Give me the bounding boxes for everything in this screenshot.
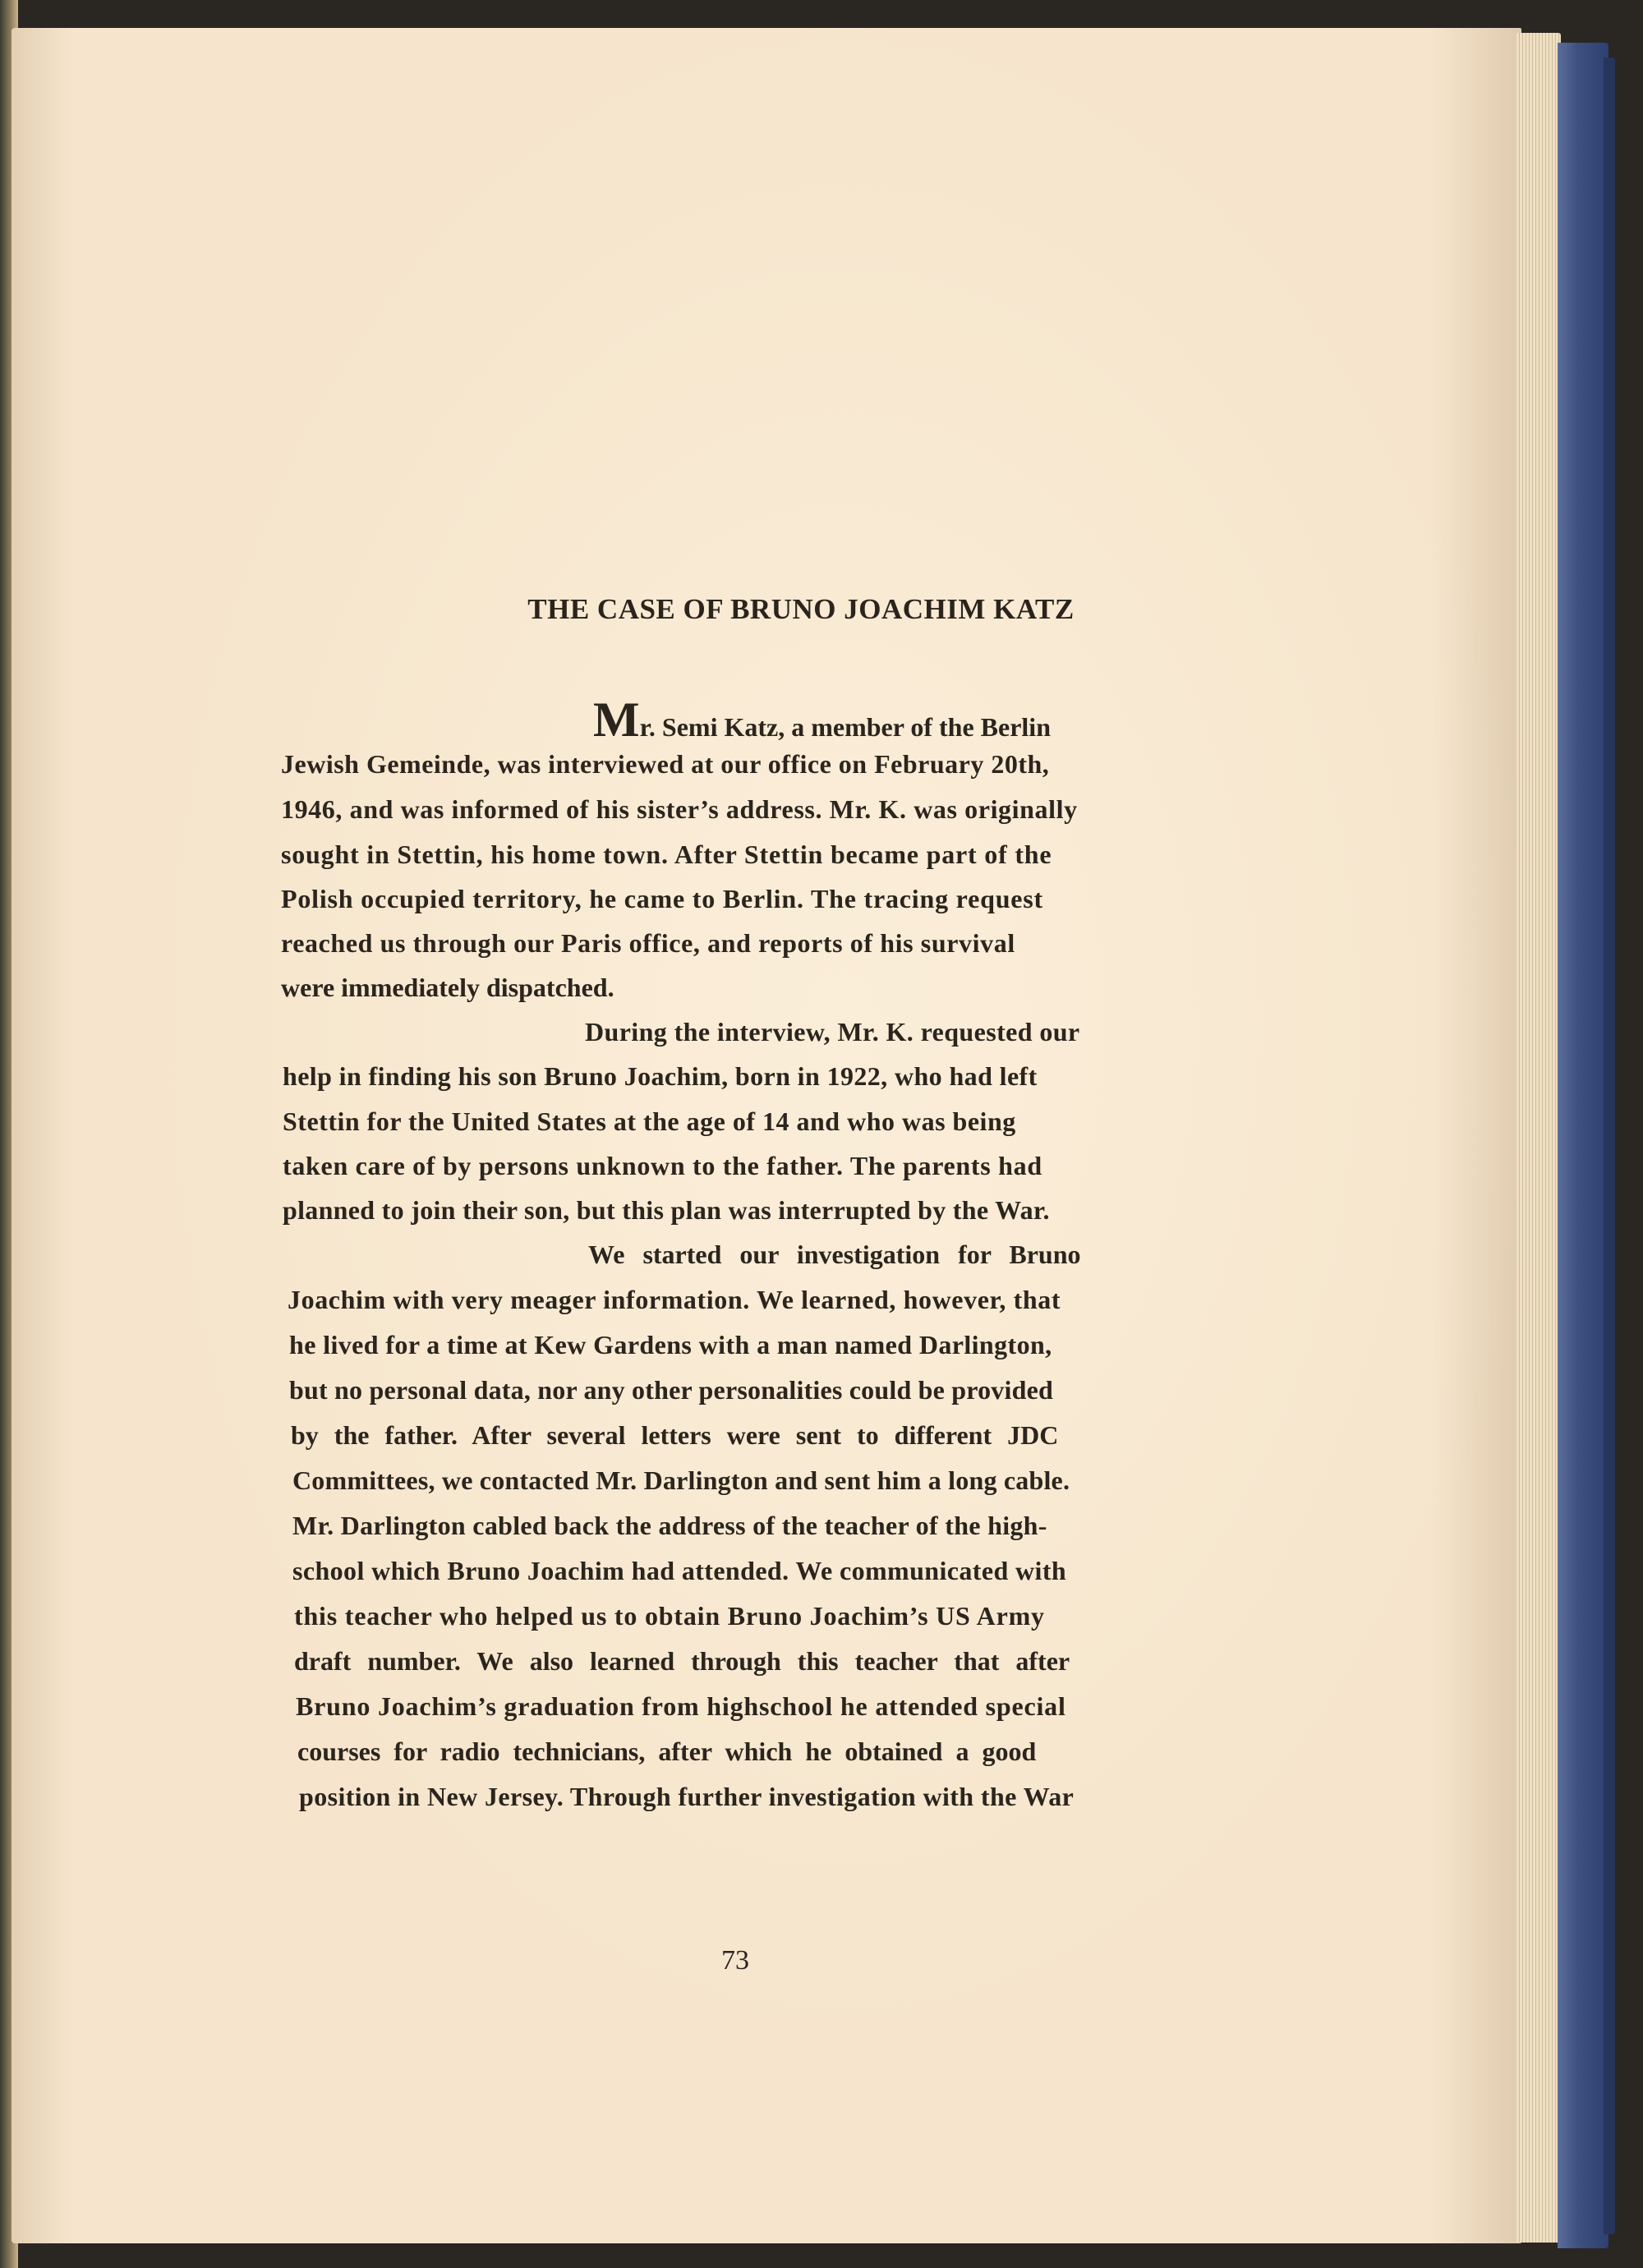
body-line-4: sought in Stettin, his home town. After Stettin became part of the [281,840,1052,869]
body-line-12: planned to join their son, but this plan was interrupted by the War. [283,1195,1050,1225]
book-cover [1558,43,1608,2248]
body-line-6: reached us through our Paris office, and reports of his survival [281,928,1015,958]
body-line-8: During the interview, Mr. K. requested our [585,1017,1080,1047]
body-line-14: Joachim with very meager information. We learned, however, that [288,1285,1061,1314]
body-line-20: school which Bruno Joachim had attended. We communicated with [292,1556,1067,1585]
body-line-19: Mr. Darlington cabled back the address of the teacher of the high- [292,1511,1047,1540]
body-line-24: courses for radio technicians, after which he obtained a good [297,1737,1037,1766]
body-line-22: draft number. We also learned through this teacher that after [294,1646,1070,1676]
body-line-25: position in New Jersey. Through further investigation with the War [299,1782,1075,1811]
body-line-13: We started our investigation for Bruno [588,1240,1081,1269]
body-line-15: he lived for a time at Kew Gardens with a man named Darlington, [289,1330,1052,1359]
body-line-10: Stettin for the United States at the age of 14 and who was being [283,1106,1016,1136]
drop-cap: M [593,692,640,747]
body-line-21: this teacher who helped us to obtain Bruno Joachim’s US Army [294,1601,1045,1631]
body-line-18: Committees, we contacted Mr. Darlington and sent him a long cable. [292,1465,1070,1495]
body-line-11: taken care of by persons unknown to the father. The parents had [283,1151,1042,1180]
body-line-2: Jewish Gemeinde, was interviewed at our office on February 20th, [281,749,1050,779]
body-line-23: Bruno Joachim’s graduation from highschool he attended special [296,1691,1066,1721]
page-stack-edge [1516,33,1561,2243]
body-line-5: Polish occupied territory, he came to Berlin. The tracing request [281,884,1044,913]
body-line-17: by the father. After several letters were sent to different JDC [291,1420,1059,1450]
body-line-1: Mr. Semi Katz, a member of the Berlin [593,692,1051,747]
body-line-16: but no personal data, nor any other personalities could be provided [289,1375,1053,1405]
body-line-9: help in finding his son Bruno Joachim, born in 1922, who had left [283,1061,1038,1091]
body-line-3: 1946, and was informed of his sister’s address. Mr. K. was originally [281,794,1078,824]
book-cover-edge [1604,58,1615,2234]
page-title: THE CASE OF BRUNO JOACHIM KATZ [527,593,1075,625]
page-number: 73 [721,1945,749,1976]
body-line-7: were immediately dispatched. [281,973,614,1002]
